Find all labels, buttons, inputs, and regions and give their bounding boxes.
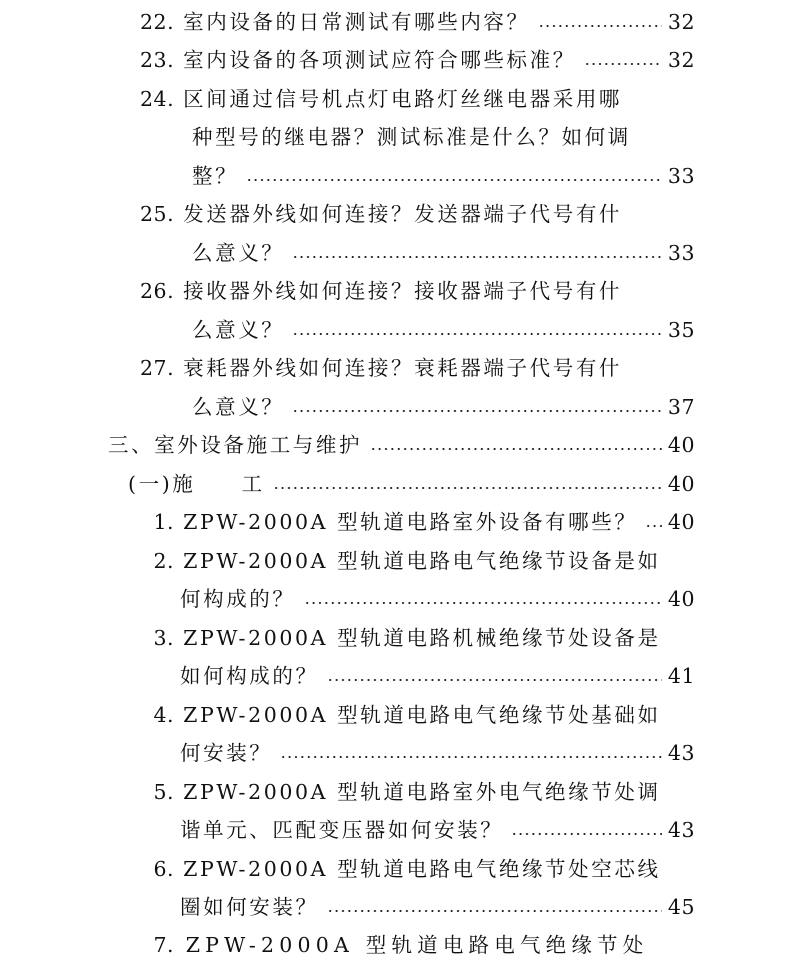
- page-number: 33: [667, 241, 695, 265]
- toc-entry-27-line2[interactable]: [192, 390, 695, 424]
- toc-entry-q4-line2[interactable]: [180, 736, 695, 770]
- toc-title: ZPW-2000A 型轨道电路室外设备有哪些？: [183, 510, 638, 534]
- leader-dots: [645, 525, 661, 527]
- toc-entry-q4-line1[interactable]: [140, 698, 661, 732]
- toc-title: 区间通过信号机点灯电路灯丝继电器采用哪: [183, 87, 623, 111]
- section-title: 三、室外设备施工与维护: [108, 433, 363, 457]
- page-number: 41: [667, 664, 695, 688]
- leader-dots: [511, 833, 662, 835]
- leader-dots: [327, 679, 662, 681]
- page-number: 32: [667, 48, 695, 72]
- toc-entry-q1[interactable]: [140, 505, 695, 539]
- toc-number: 25.: [140, 202, 175, 226]
- leader-dots: [538, 25, 662, 27]
- toc-entry-q7-line1[interactable]: [140, 928, 648, 962]
- toc-entry-25-line1[interactable]: [140, 197, 622, 231]
- page-number: 37: [667, 395, 695, 419]
- toc-entry-q3-line1[interactable]: [140, 621, 661, 655]
- toc-title-cont: 么意义？: [192, 241, 285, 265]
- page-number: 40: [667, 433, 695, 457]
- toc-entry-26-line1[interactable]: [140, 274, 622, 308]
- toc-entry-23[interactable]: [140, 43, 695, 77]
- toc-entry-25-line2[interactable]: [192, 236, 695, 270]
- toc-entry-q6-line1[interactable]: [140, 852, 661, 886]
- toc-number: 23.: [140, 48, 175, 72]
- toc-title-cont: 如何构成的？: [180, 664, 319, 688]
- toc-title-cont: 么意义？: [192, 395, 285, 419]
- page-number: 35: [667, 318, 695, 342]
- toc-number: 4.: [153, 703, 174, 727]
- toc-entry-22[interactable]: [140, 5, 695, 39]
- toc-title-cont: 么意义？: [192, 318, 285, 342]
- leader-dots: [304, 602, 662, 604]
- toc-number: 6.: [153, 857, 174, 881]
- toc-title: ZPW-2000A 型轨道电路电气绝缘节处: [185, 933, 649, 957]
- toc-number: 1.: [153, 510, 174, 534]
- leader-dots: [292, 256, 662, 258]
- leader-dots: [246, 179, 662, 181]
- page-number: 32: [667, 10, 695, 34]
- leader-dots: [584, 63, 662, 65]
- toc-title-cont: 谐单元、匹配变压器如何安装？: [180, 818, 504, 842]
- page-number: 40: [667, 472, 695, 496]
- page-number: 43: [667, 818, 695, 842]
- toc-title-cont: 整？: [192, 164, 239, 188]
- toc-title: 室内设备的各项测试应符合哪些标准？: [183, 48, 576, 72]
- leader-dots: [292, 410, 662, 412]
- page-number: 40: [667, 587, 695, 611]
- toc-number: 2.: [153, 549, 174, 573]
- toc-entry-24-line3[interactable]: [192, 159, 695, 193]
- toc-number: 3.: [153, 626, 174, 650]
- toc-entry-27-line1[interactable]: [140, 351, 622, 385]
- page-number: 33: [667, 164, 695, 188]
- toc-entry-q5-line1[interactable]: [140, 775, 661, 809]
- toc-title: ZPW-2000A 型轨道电路室外电气绝缘节处调: [183, 780, 661, 804]
- toc-section-3[interactable]: [108, 428, 695, 462]
- toc-entry-24-line2: 种型号的继电器？测试标准是什么？如何调: [192, 125, 631, 149]
- toc-title: 接收器外线如何连接？接收器端子代号有什: [183, 279, 623, 303]
- toc-number: 7.: [153, 933, 174, 957]
- leader-dots: [370, 448, 662, 450]
- toc-entry-q3-line2[interactable]: [180, 659, 695, 693]
- toc-entry-q2-line1[interactable]: [140, 544, 661, 578]
- toc-title: ZPW-2000A 型轨道电路电气绝缘节处空芯线: [183, 857, 661, 881]
- toc-entry-24-line1[interactable]: [140, 82, 622, 116]
- toc-entry-q5-line2[interactable]: [180, 813, 695, 847]
- page-number: 45: [667, 895, 695, 919]
- toc-title: ZPW-2000A 型轨道电路机械绝缘节处设备是: [183, 626, 661, 650]
- leader-dots: [292, 333, 662, 335]
- toc-number: 22.: [140, 10, 175, 34]
- toc-title: ZPW-2000A 型轨道电路电气绝缘节处基础如: [183, 703, 661, 727]
- toc-subsection-1[interactable]: [128, 467, 695, 501]
- toc-title: 衰耗器外线如何连接？衰耗器端子代号有什: [183, 356, 623, 380]
- toc-entry-26-line2[interactable]: [192, 313, 695, 347]
- toc-entry-q2-line2[interactable]: [180, 582, 695, 616]
- toc-title-cont: 何构成的？: [180, 587, 296, 611]
- toc-title-cont: 圈如何安装？: [180, 895, 319, 919]
- leader-dots: [327, 910, 662, 912]
- page-number: 43: [667, 741, 695, 765]
- toc-title: ZPW-2000A 型轨道电路电气绝缘节设备是如: [183, 549, 661, 573]
- toc-number: 5.: [153, 780, 174, 804]
- page-number: 40: [667, 510, 695, 534]
- subsection-title: (一)施 工: [128, 472, 265, 496]
- toc-number: 24.: [140, 87, 175, 111]
- leader-dots: [273, 487, 662, 489]
- toc-title: 室内设备的日常测试有哪些内容？: [183, 10, 530, 34]
- toc-number: 26.: [140, 279, 175, 303]
- toc-title: 发送器外线如何连接？发送器端子代号有什: [183, 202, 623, 226]
- toc-number: 27.: [140, 356, 175, 380]
- toc-title-cont: 何安装？: [180, 741, 273, 765]
- toc-entry-q6-line2[interactable]: [180, 890, 695, 924]
- leader-dots: [280, 756, 662, 758]
